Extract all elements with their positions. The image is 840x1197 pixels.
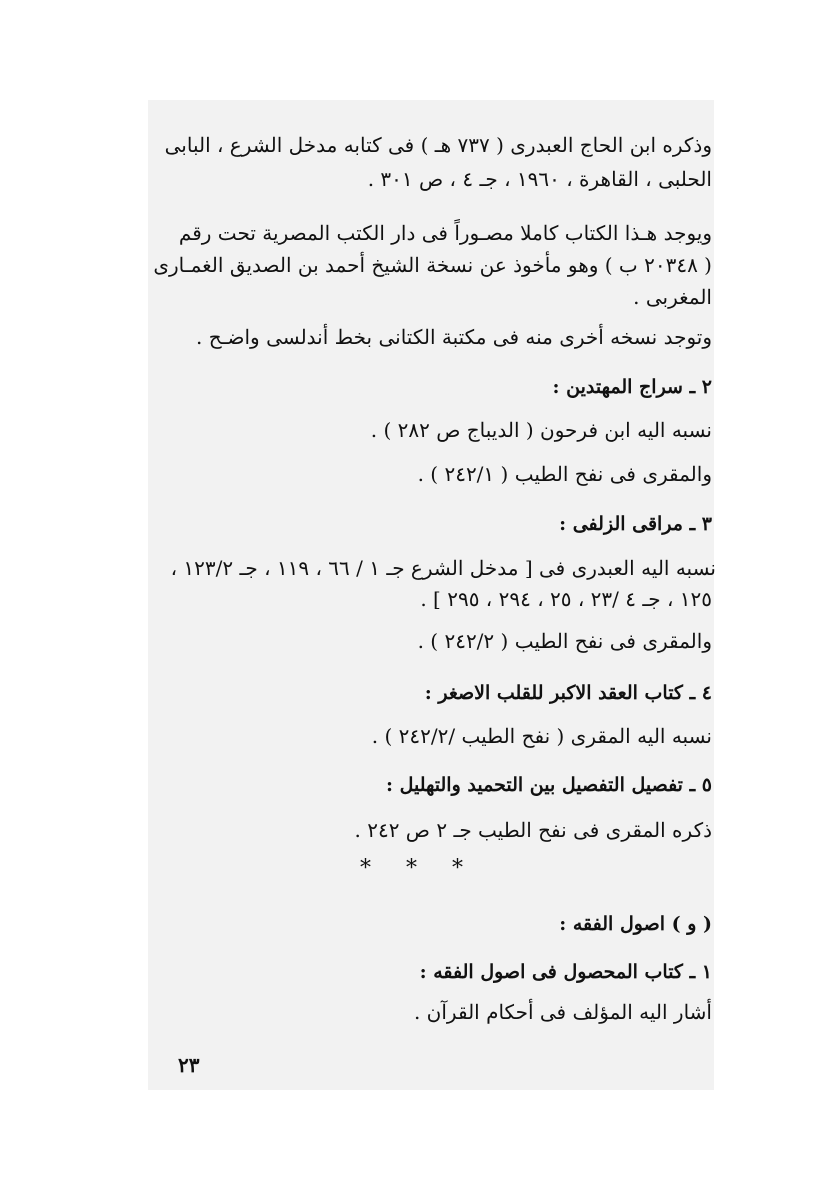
paragraph-line-10: ١٢٥ ، جـ ٤ /٢٣ ، ٢٥ ، ٢٩٤ ، ٢٩٥ ] . (420, 587, 712, 611)
paragraph-line-6: وتوجد نسخه أخرى منه فى مكتبة الكتانى بخط أندلسى واضـح . (196, 325, 712, 349)
section-heading-3: ٣ ـ مراقى الزلفى : (559, 513, 712, 535)
section-heading-1: ١ ـ كتاب المحصول فى اصول الفقه : (419, 961, 712, 983)
page-number: ٢٣ (178, 1053, 200, 1077)
chapter-heading-usul-al-fiqh: ( و ) اصول الفقه : (559, 913, 712, 935)
paragraph-line-5: المغربى . (633, 285, 712, 309)
paragraph-line-7: نسبه اليه ابن فرحون ( الديباج ص ٢٨٢ ) . (370, 418, 712, 442)
paragraph-line-8: والمقرى فى نفح الطيب ( ٢٤٢/١ ) . (417, 462, 712, 486)
paragraph-line-11: والمقرى فى نفح الطيب ( ٢٤٢/٢ ) . (417, 629, 712, 653)
section-heading-4: ٤ ـ كتاب العقد الاكبر للقلب الاصغر : (424, 682, 712, 704)
paragraph-line-2: الحلبى ، القاهرة ، ١٩٦٠ ، جـ ٤ ، ص ٣٠١ . (367, 167, 712, 191)
section-heading-5: ٥ ـ تفصيل التفصيل بين التحميد والتهليل : (385, 774, 712, 796)
paragraph-line-3: ويوجد هـذا الكتاب كاملا مصـوراً فى دار الكتب المصرية تحت رقم (178, 221, 712, 245)
paragraph-line-13: ذكره المقرى فى نفح الطيب جـ ٢ ص ٢٤٢ . (354, 818, 712, 842)
paragraph-line-12: نسبه اليه المقرى ( نفح الطيب /٢٤٢/٢ ) . (371, 724, 712, 748)
section-heading-2: ٢ ـ سراج المهتدين : (552, 376, 712, 398)
separator-stars: * * * (360, 856, 477, 881)
paragraph-line-1: وذكره ابن الحاج العبدرى ( ٧٣٧ هـ ) فى كتابه مدخل الشرع ، البابى (164, 133, 712, 157)
paragraph-line-9: نسبه اليه العبدرى فى [ مدخل الشرع جـ ١ / ٦٦ ، ١١٩ ، جـ ١٢٣/٢ ، (170, 556, 716, 580)
paragraph-line-4: ( ٢٠٣٤٨ ب ) وهو مأخوذ عن نسخة الشيخ أحمد بن الصديق الغمـارى (153, 253, 712, 277)
paragraph-line-14: أشار اليه المؤلف فى أحكام القرآن . (413, 1000, 712, 1024)
